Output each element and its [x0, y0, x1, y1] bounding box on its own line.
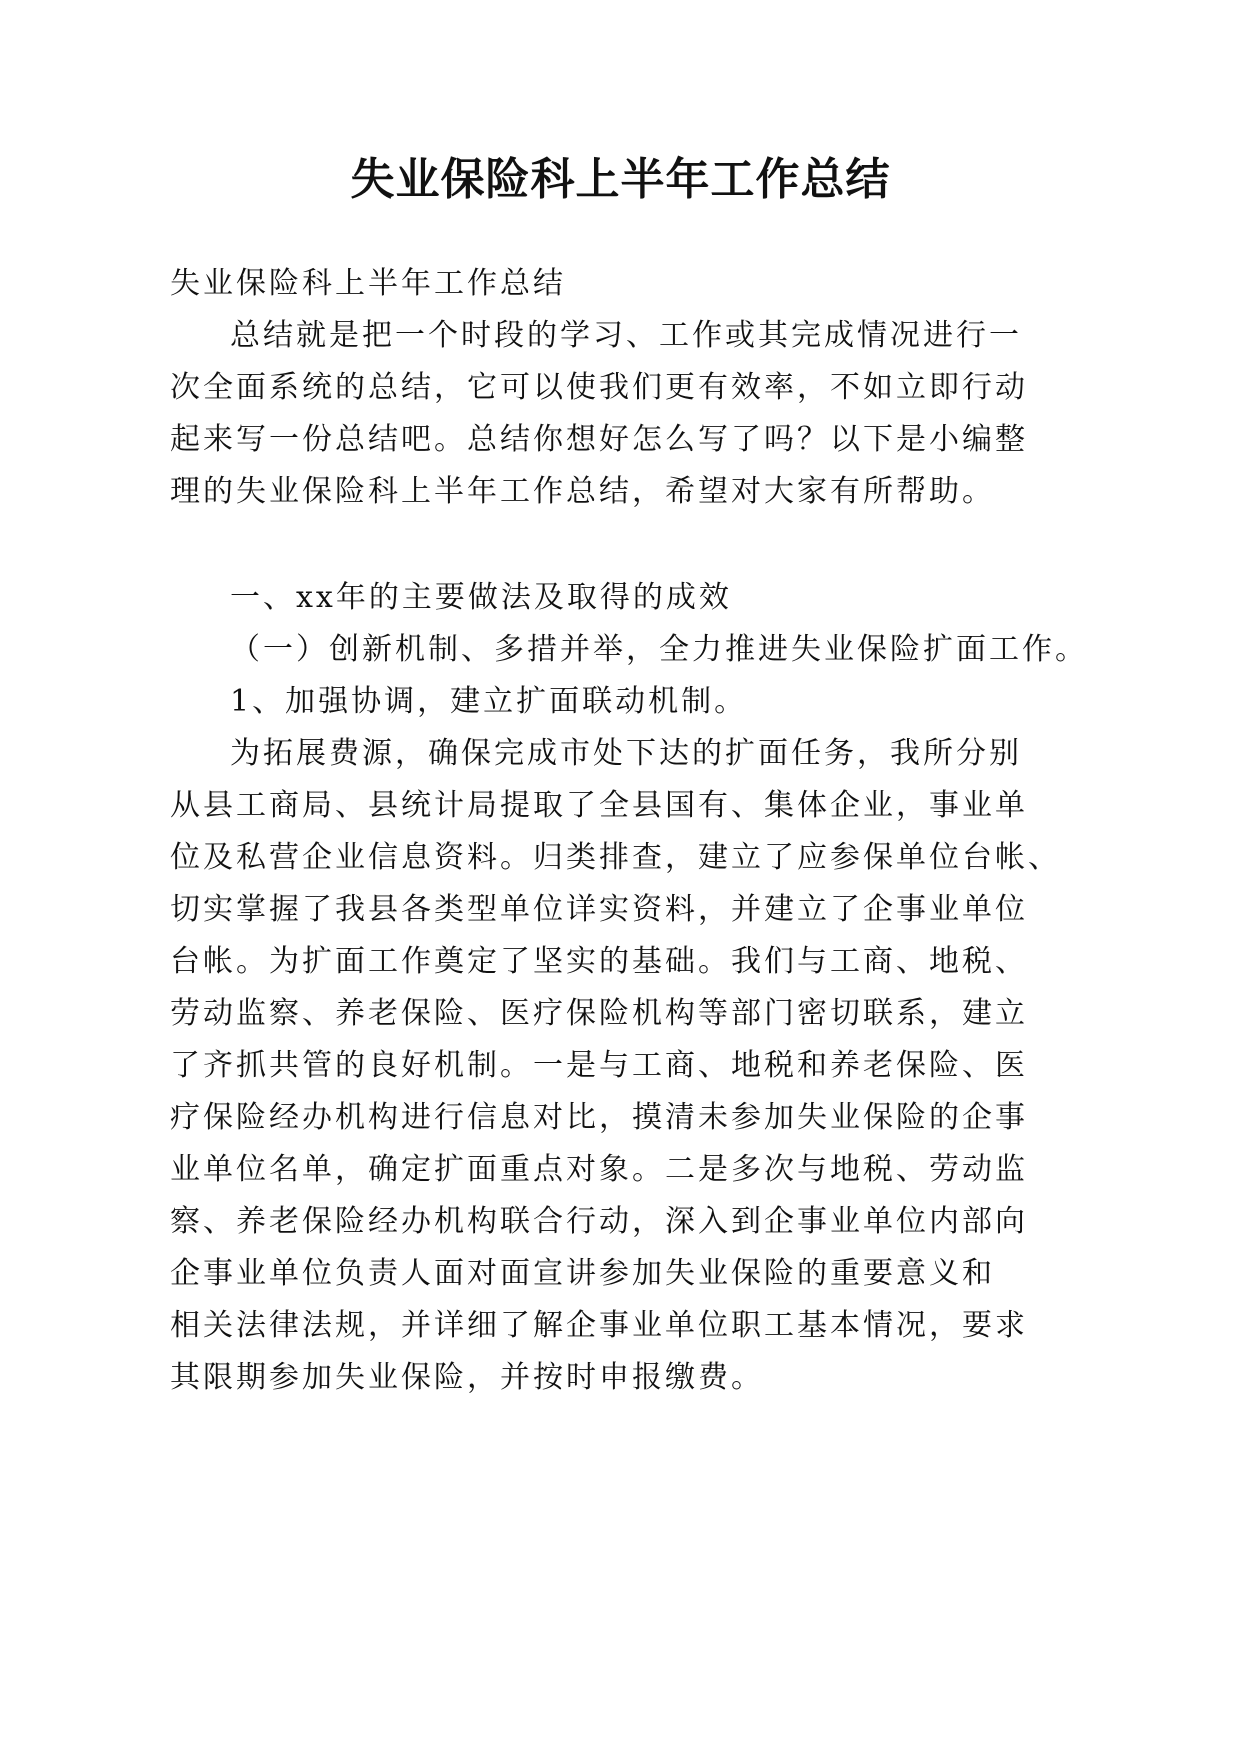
body-line: 为拓展费源，确保完成市处下达的扩面任务，我所分别: [230, 736, 1022, 771]
body-line: 切实掌握了我县各类型单位详实资料，并建立了企事业单位: [170, 892, 1028, 927]
intro-line: 总结就是把一个时段的学习、工作或其完成情况进行一: [230, 318, 1022, 353]
body-line: 相关法律法规，并详细了解企事业单位职工基本情况，要求: [170, 1308, 1028, 1343]
body-line: 企事业单位负责人面对面宣讲参加失业保险的重要意义和: [170, 1256, 995, 1291]
document-title: 失业保险科上半年工作总结: [350, 154, 891, 205]
intro-line: 理的失业保险科上半年工作总结，希望对大家有所帮助。: [170, 474, 995, 509]
body-line: 了齐抓共管的良好机制。一是与工商、地税和养老保险、医: [170, 1048, 1028, 1083]
body-line: 劳动监察、养老保险、医疗保险机构等部门密切联系，建立: [170, 996, 1028, 1031]
item-heading: 1、加强协调，建立扩面联动机制。: [230, 684, 748, 719]
body-line: 位及私营企业信息资料。归类排查，建立了应参保单位台帐、: [170, 840, 1061, 875]
body-line: 察、养老保险经办机构联合行动，深入到企事业单位内部向: [170, 1204, 1028, 1239]
intro-line: 次全面系统的总结，它可以使我们更有效率，不如立即行动: [170, 370, 1028, 405]
body-line: 从县工商局、县统计局提取了全县国有、集体企业，事业单: [170, 788, 1028, 823]
body-line: 疗保险经办机构进行信息对比，摸清未参加失业保险的企事: [170, 1100, 1028, 1135]
body-line: 业单位名单，确定扩面重点对象。二是多次与地税、劳动监: [170, 1152, 1028, 1187]
document-subtitle: 失业保险科上半年工作总结: [170, 266, 566, 301]
body-line: 其限期参加失业保险，并按时申报缴费。: [170, 1360, 764, 1395]
section-heading: 一、xx年的主要做法及取得的成效: [230, 580, 732, 615]
subsection-heading: （一）创新机制、多措并举，全力推进失业保险扩面工作。: [230, 632, 1088, 667]
body-line: 台帐。为扩面工作奠定了坚实的基础。我们与工商、地税、: [170, 944, 1028, 979]
intro-line: 起来写一份总结吧。总结你想好怎么写了吗？以下是小编整: [170, 422, 1028, 457]
